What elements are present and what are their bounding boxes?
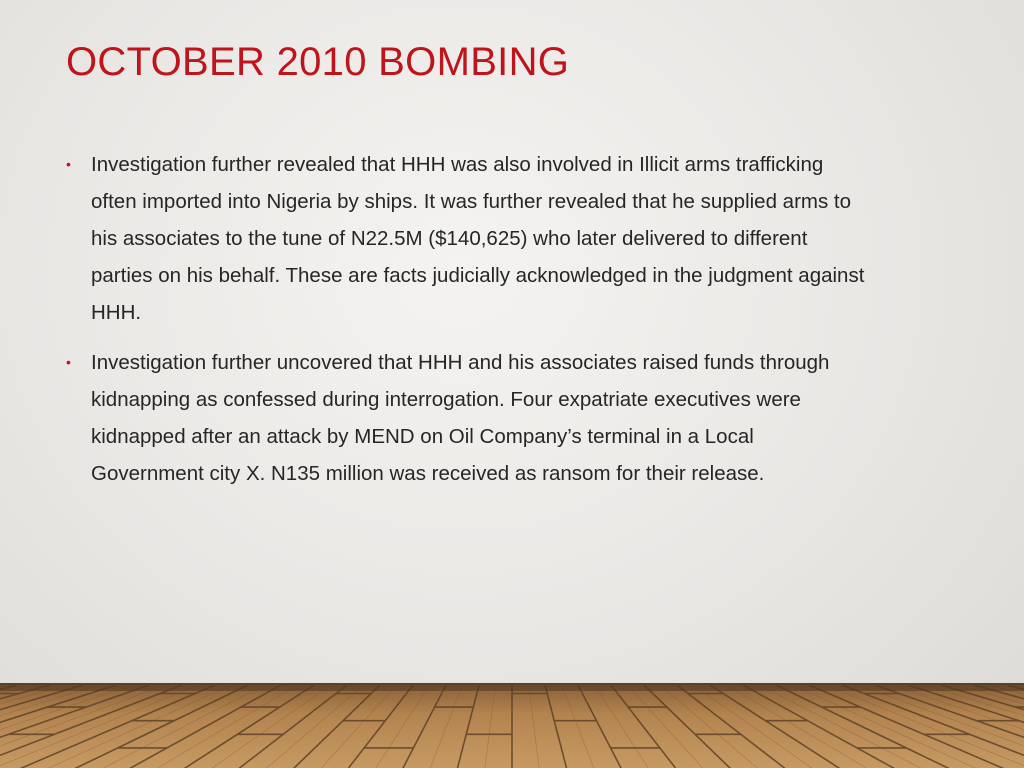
bullet-marker-icon: • (66, 354, 71, 370)
bullet-text: Investigation further revealed that HHH was also involved in Illicit arms trafficking often imported into Nigeria by ships. It was further revealed that he supplied arms to his associates to the tune of N22.5M ($140,625) who later delivered to different parties on his behalf. These are facts judicially acknowledged in the judgment against HHH. (91, 153, 865, 324)
wood-floor-image (0, 685, 1024, 768)
bullet-item (66, 146, 866, 331)
bullet-marker-icon: • (66, 156, 71, 172)
bullet-text: Investigation further uncovered that HHH and his associates raised funds through kidnapping as confessed during interrogation. Four expatriate executives were kidnapped after an attack by MEND on Oil Company’s terminal in a Local Government city X. N135 million was received as ransom for their release. (91, 351, 830, 485)
slide-title: OCTOBER 2010 BOMBING (66, 40, 570, 84)
bullet-item (66, 344, 866, 492)
wood-floor-decoration (0, 683, 1024, 768)
bullet-list (66, 146, 866, 505)
